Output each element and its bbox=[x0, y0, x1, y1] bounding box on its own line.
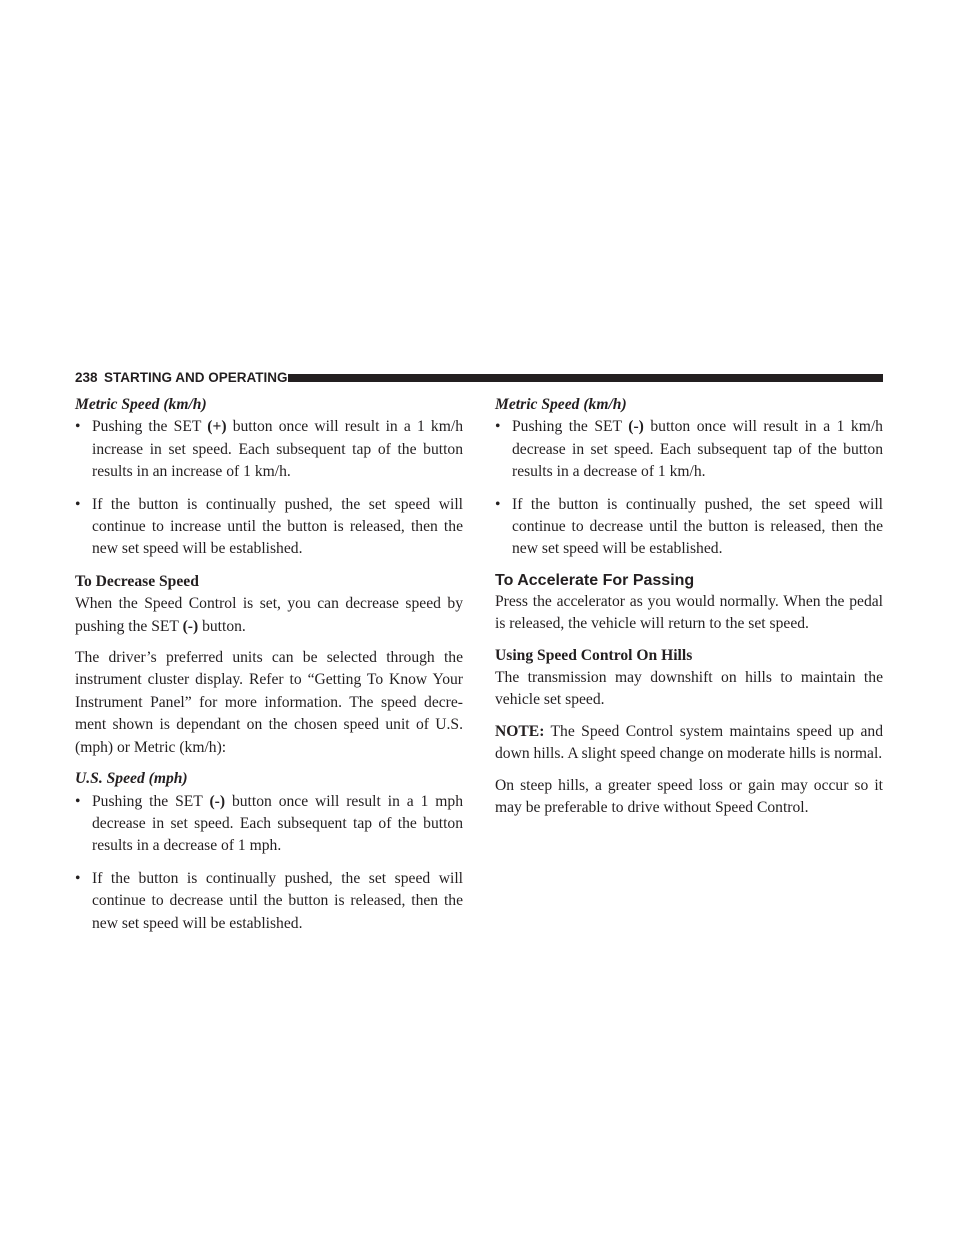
steep-hills-paragraph: On steep hills, a greater speed loss or gain may occur so it may be preferable to drive without Speed Control. bbox=[495, 776, 883, 817]
decrease-speed-heading: To Decrease Speed bbox=[75, 572, 199, 590]
page-header bbox=[75, 370, 883, 386]
hills-paragraph: The transmission may downshift on hills to maintain the vehicle set speed. bbox=[495, 669, 883, 709]
bullet-icon: • bbox=[75, 418, 81, 436]
bullet-icon: • bbox=[75, 792, 81, 810]
accelerate-passing-heading: To Accelerate For Passing bbox=[495, 571, 695, 589]
header-rule bbox=[288, 374, 883, 382]
bullet-icon: • bbox=[495, 495, 501, 513]
metric-speed-heading: Metric Speed (km/h) bbox=[495, 396, 627, 413]
list-item: • Pushing the SET (-) button once will result in a 1 mph decrease in set speed. Each subsequent tap of the button results in a decrease of 1 mph. bbox=[75, 792, 463, 855]
accelerate-paragraph: Press the accelerator as you would normally. When the pedal is released, the vehicle will return to the set speed. bbox=[495, 592, 883, 633]
page-number: 238 bbox=[75, 370, 98, 385]
left-column bbox=[75, 394, 463, 945]
list-item: • If the button is continually pushed, the set speed will continue to decrease until the button is released, then the new set speed will be established. bbox=[75, 869, 463, 932]
list-item: • Pushing the SET (-) button once will result in a 1 km/h decrease in set speed. Each subsequent tap of the button results in a decrease of 1 km/h. bbox=[495, 418, 883, 481]
bullet-icon: • bbox=[75, 869, 81, 887]
list-item: • If the button is continually pushed, the set speed will continue to increase until the button is released, then the new set speed will be established. bbox=[75, 495, 463, 558]
metric-speed-increase-list bbox=[75, 416, 463, 560]
note-paragraph: NOTE: The Speed Control system maintains speed up and down hills. A slight speed change on moderate hills is normal. bbox=[495, 722, 883, 763]
decrease-speed-paragraph: When the Speed Control is set, you can decrease speed by pushing the SET (-) button. bbox=[75, 595, 463, 635]
bullet-icon: • bbox=[75, 495, 81, 513]
metric-speed-heading: Metric Speed (km/h) bbox=[75, 396, 207, 413]
us-speed-list bbox=[75, 791, 463, 935]
list-item: • Pushing the SET (+) button once will result in a 1 km/h increase in set speed. Each subsequent tap of the button results in an increase of 1 km/h. bbox=[75, 418, 463, 481]
hills-heading: Using Speed Control On Hills bbox=[495, 646, 693, 664]
section-title: STARTING AND OPERATING bbox=[104, 370, 288, 385]
list-item: • If the button is continually pushed, the set speed will continue to decrease until the button is released, then the new set speed will be established. bbox=[495, 495, 883, 558]
bullet-icon: • bbox=[495, 418, 501, 436]
metric-speed-decrease-list bbox=[495, 416, 883, 560]
us-speed-heading: U.S. Speed (mph) bbox=[75, 770, 188, 788]
units-paragraph: The driver’s preferred units can be selected through the instrument cluster display. Refer to “Getting To Know Your Instrument Panel” for more information. The speed decre-ment shown is dependant on the chosen speed unit of U.S. (mph) or Metric (km/h): bbox=[75, 649, 463, 756]
note-label: NOTE: bbox=[495, 722, 545, 740]
right-column bbox=[495, 394, 883, 829]
